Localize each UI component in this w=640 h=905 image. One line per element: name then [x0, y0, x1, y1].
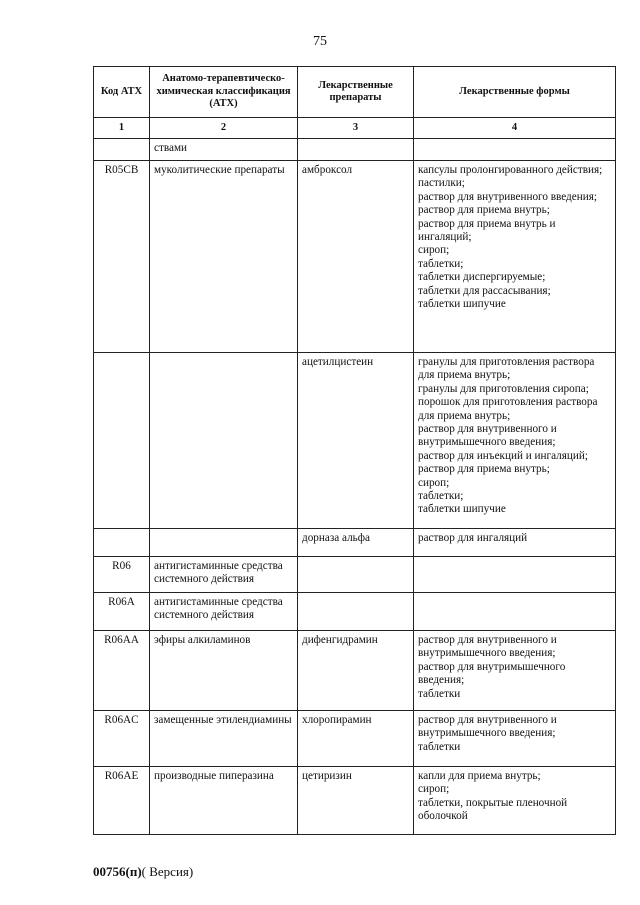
page-number: 75	[313, 34, 327, 49]
table-header-row	[94, 67, 616, 118]
table-row	[94, 529, 616, 557]
cell-forms	[414, 631, 616, 711]
cell-forms	[414, 353, 616, 529]
cell-classification: муколитические препараты	[150, 161, 298, 353]
dosage-form: раствор для внутримышечного введения;	[418, 660, 566, 687]
dosage-form: сироп;	[418, 783, 450, 796]
cell-classification: антигистаминные средства системного действия	[150, 593, 298, 631]
dosage-form: таблетки шипучие	[418, 298, 506, 311]
dosage-form: капсулы пролонгированного действия;	[418, 164, 603, 176]
dosage-form: пастилки;	[418, 177, 465, 190]
dosage-form: таблетки	[418, 740, 461, 753]
dosage-form: таблетки, покрытые пленочной оболочкой	[418, 796, 568, 823]
document-version: ( Версия)	[141, 864, 194, 879]
cell-drug	[298, 139, 414, 161]
cell-forms	[414, 593, 616, 631]
header-drugs: Лекарственные препараты	[298, 67, 414, 118]
table-row	[94, 353, 616, 529]
cell-code: R05CB	[94, 161, 150, 353]
table-row	[94, 593, 616, 631]
dosage-form: таблетки	[418, 687, 461, 700]
cell-code	[94, 529, 150, 557]
cell-classification	[150, 353, 298, 529]
cell-code: R06AC	[94, 711, 150, 767]
cell-drug: дифенгидрамин	[298, 631, 414, 711]
cell-drug: амброксол	[298, 161, 414, 353]
cell-classification: ствами	[150, 139, 298, 161]
cell-classification: производные пиперазина	[150, 767, 298, 835]
dosage-form: раствор для приема внутрь и ингаляций;	[418, 217, 556, 244]
dosage-form: таблетки для рассасывания;	[418, 284, 551, 297]
footer	[93, 864, 193, 880]
dosage-form: раствор для приема внутрь;	[418, 204, 550, 217]
cell-code	[94, 139, 150, 161]
dosage-form: таблетки;	[418, 490, 464, 503]
dosage-form: сироп;	[418, 476, 450, 489]
table-row	[94, 557, 616, 593]
table-body	[94, 139, 616, 835]
table-row	[94, 767, 616, 835]
cell-code: R06AE	[94, 767, 150, 835]
column-number: 4	[414, 118, 616, 139]
atx-table	[93, 66, 616, 835]
dosage-form: порошок для приготовления раствора для приема внутрь;	[418, 396, 598, 422]
dosage-form: раствор для внутривенного и внутримышечного введения;	[418, 634, 557, 660]
cell-forms	[414, 161, 616, 353]
cell-forms	[414, 767, 616, 835]
cell-forms	[414, 139, 616, 161]
dosage-form: раствор для внутривенного и внутримышечного введения;	[418, 714, 557, 740]
cell-forms	[414, 557, 616, 593]
column-number: 2	[150, 118, 298, 139]
column-number-row	[94, 118, 616, 139]
column-number: 1	[94, 118, 150, 139]
cell-drug: цетиризин	[298, 767, 414, 835]
dosage-form: таблетки;	[418, 257, 464, 270]
cell-classification	[150, 529, 298, 557]
cell-forms	[414, 711, 616, 767]
cell-drug: ацетилцистеин	[298, 353, 414, 529]
cell-classification: эфиры алкиламинов	[150, 631, 298, 711]
dosage-form: раствор для внутривенного и внутримышечного введения;	[418, 423, 557, 449]
cell-code	[94, 353, 150, 529]
cell-drug: хлоропирамин	[298, 711, 414, 767]
dosage-form: гранулы для приготовления сиропа;	[418, 382, 589, 395]
document-id: 00756(п)	[93, 864, 142, 879]
cell-code: R06	[94, 557, 150, 593]
header-code: Код АТХ	[94, 67, 150, 118]
dosage-form: раствор для внутривенного введения;	[418, 190, 597, 203]
cell-classification: замещенные этилендиамины	[150, 711, 298, 767]
header-forms: Лекарственные формы	[414, 67, 616, 118]
dosage-form: раствор для инъекций и ингаляций;	[418, 449, 588, 462]
dosage-form: таблетки диспергируемые;	[418, 271, 546, 284]
cell-code: R06AA	[94, 631, 150, 711]
table-row	[94, 711, 616, 767]
dosage-form: капли для приема внутрь;	[418, 770, 541, 782]
dosage-form: сироп;	[418, 244, 450, 257]
cell-drug	[298, 593, 414, 631]
dosage-form: раствор для приема внутрь;	[418, 463, 550, 476]
cell-classification: антигистаминные средства системного действия	[150, 557, 298, 593]
header-classification: Анатомо-терапевтическо-химическая классификация (АТХ)	[150, 67, 298, 118]
dosage-form: раствор для ингаляций	[418, 532, 528, 544]
cell-drug: дорназа альфа	[298, 529, 414, 557]
table-row	[94, 161, 616, 353]
table-row	[94, 139, 616, 161]
dosage-form: таблетки шипучие	[418, 503, 506, 516]
cell-code: R06A	[94, 593, 150, 631]
cell-drug	[298, 557, 414, 593]
cell-forms	[414, 529, 616, 557]
table-row	[94, 631, 616, 711]
dosage-form: гранулы для приготовления раствора для приема внутрь;	[418, 356, 595, 382]
column-number: 3	[298, 118, 414, 139]
